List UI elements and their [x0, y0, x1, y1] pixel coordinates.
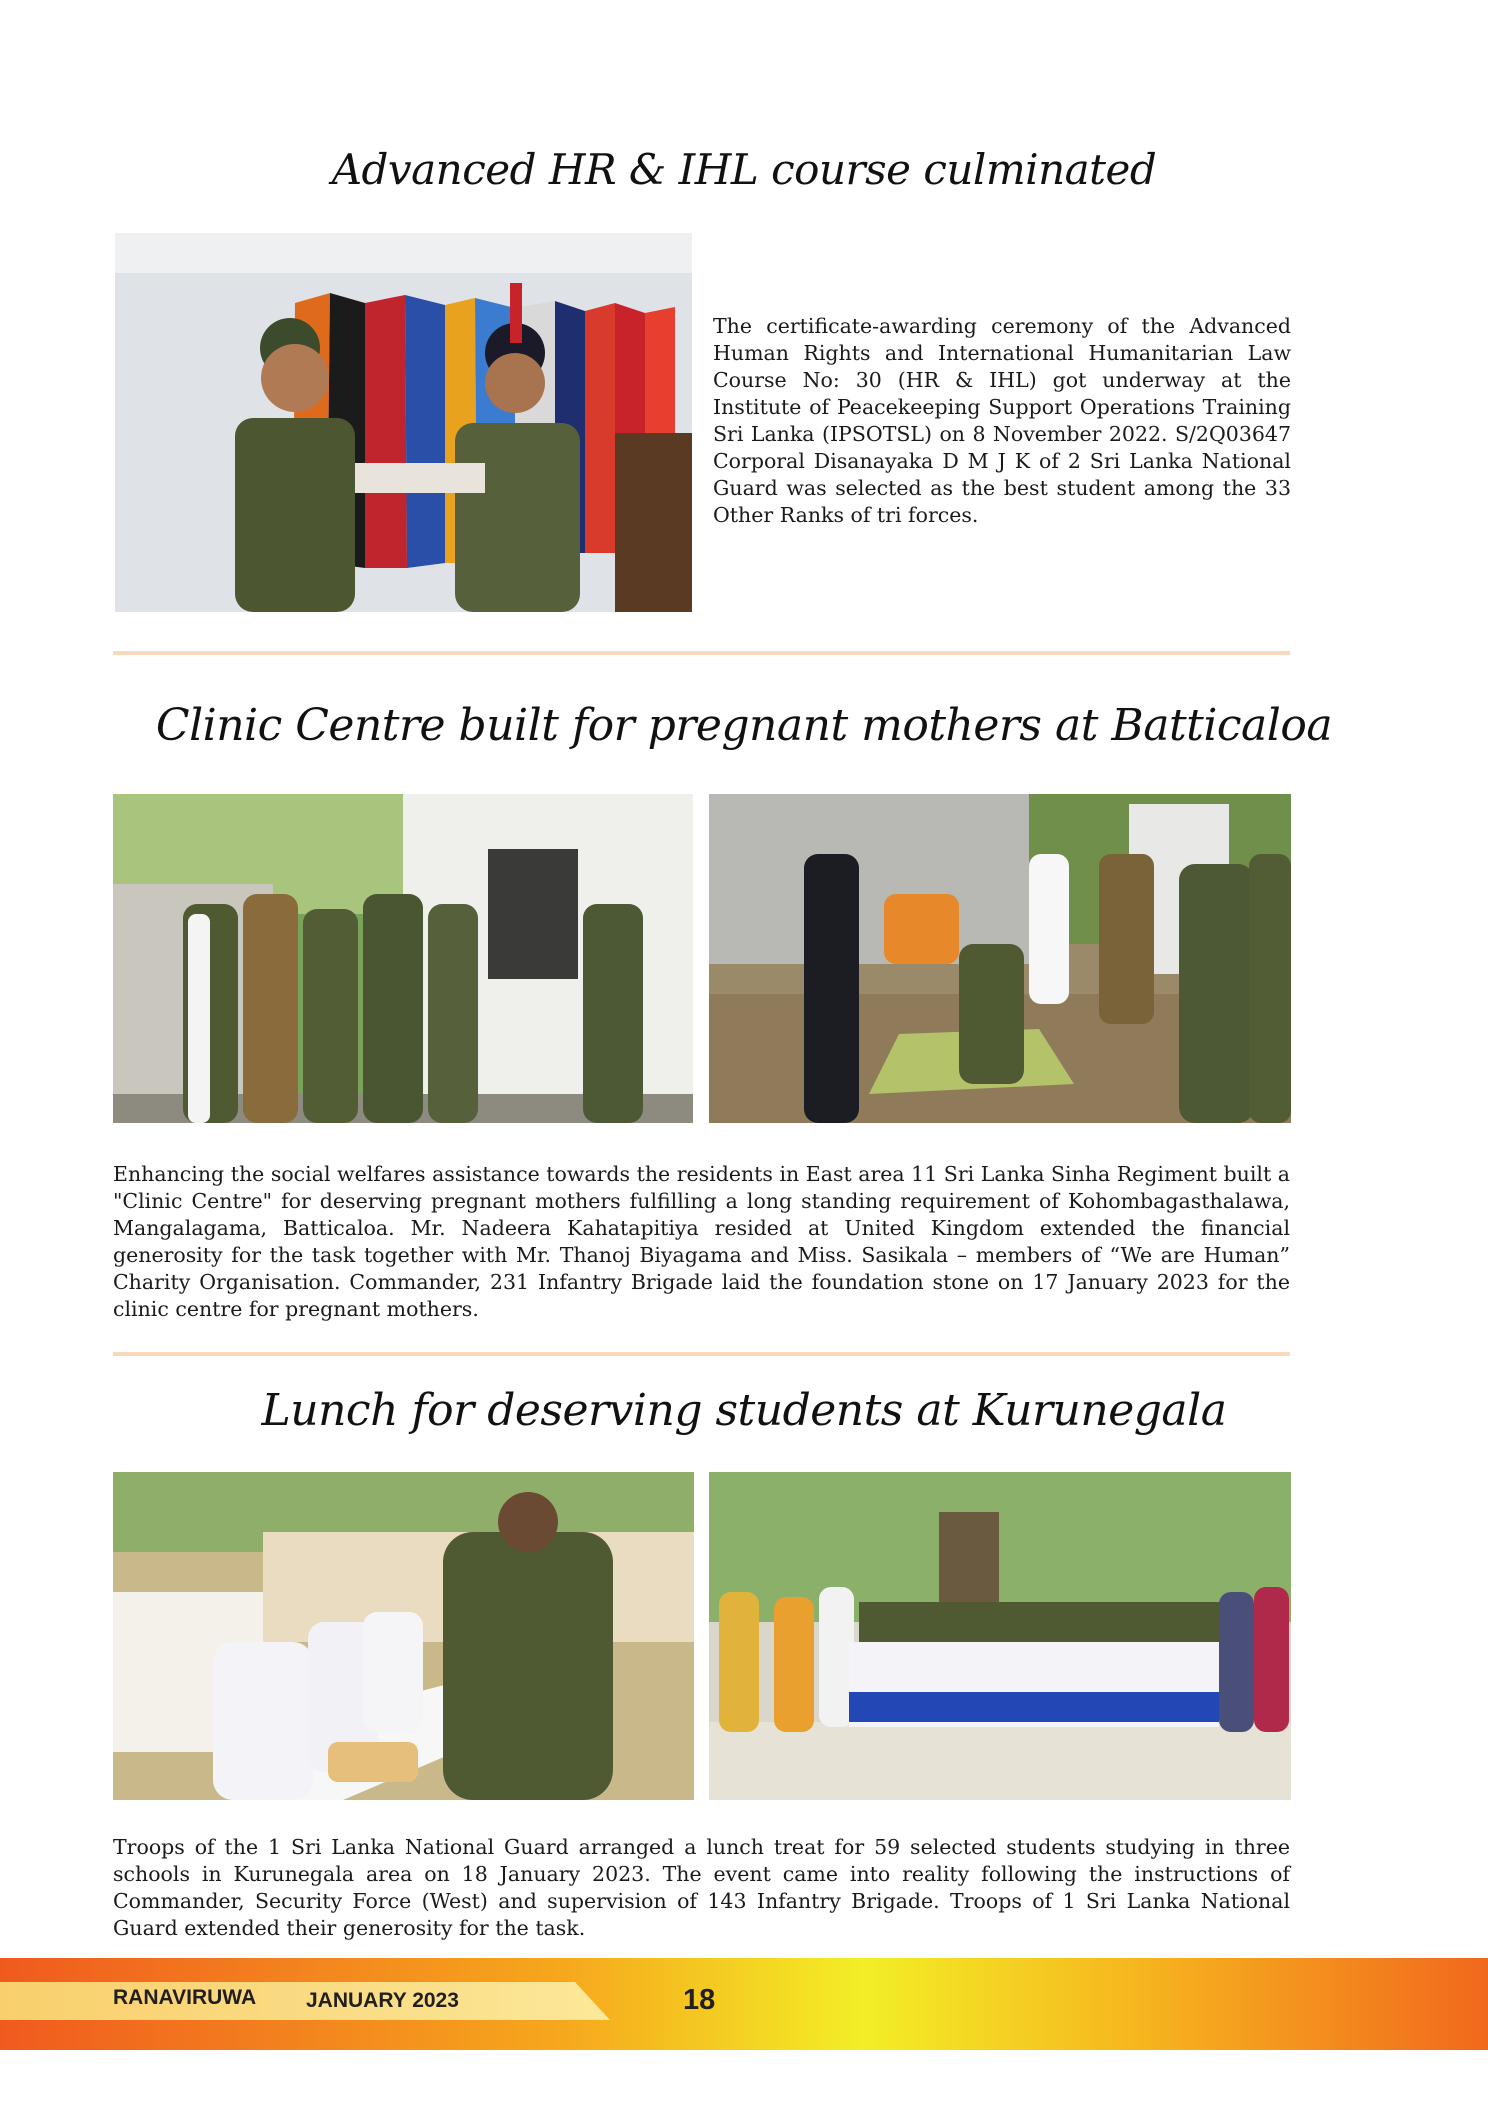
foundation-stone-photo	[709, 794, 1291, 1123]
certificate-ceremony-photo	[115, 233, 692, 612]
article-2-title: Clinic Centre built for pregnant mothers at Batticaloa	[155, 700, 1333, 751]
clinic-site-visit-photo	[113, 794, 693, 1123]
lunch-serving-photo	[113, 1472, 694, 1800]
page-number: 18	[683, 1984, 716, 2016]
footer-issue-date: JANUARY 2023	[306, 1989, 459, 2012]
article-3-title: Lunch for deserving students at Kurunegala	[261, 1385, 1227, 1436]
article-2-paragraph: Enhancing the social welfares assistance towards the residents in East area 11 Sri Lanka Sinha Regiment built a "Clinic Centre" for deserving pregnant mothers fulfilling a long standing requirement of Kohombagasthalawa, Mangalagama, Batticaloa. Mr. Nadeera Kahatapitiya resided at United Kingdom extended the financial generosity for the task together with Mr. Thanoj Biyagama and Miss. Sasikala – members of “We are Human” Charity Organisation. Commander, 231 Infantry Brigade laid the foundation stone on 17 January 2023 for the clinic centre for pregnant mothers.	[113, 1162, 1290, 1321]
section-divider-1	[113, 651, 1290, 655]
section-divider-2	[113, 1352, 1290, 1356]
footer-label-strip	[0, 1982, 610, 2020]
footer-bottom-margin	[0, 2050, 1488, 2105]
article-1-paragraph: The certificate-awarding ceremony of the Advanced Human Rights and International Humanitarian Law Course No: 30 (HR & IHL) got underway at the Institute of Peacekeeping Support Operations Training Sri Lanka (IPSOTSL) on 8 November 2022. S/2Q03647 Corporal Disanayaka D M J K of 2 Sri Lanka National Guard was selected as the best student among the 33 Other Ranks of tri forces.	[713, 314, 1291, 527]
article-1-title: Advanced HR & IHL course culminated	[331, 145, 1157, 194]
footer-magazine-name: RANAVIRUWA	[113, 1986, 257, 2009]
group-photo-students	[709, 1472, 1291, 1800]
article-3-paragraph: Troops of the 1 Sri Lanka National Guard arranged a lunch treat for 59 selected students studying in three schools in Kurunegala area on 18 January 2023. The event came into reality following the instructions of Commander, Security Force (West) and supervision of 143 Infantry Brigade. Troops of 1 Sri Lanka National Guard extended their generosity for the task.	[113, 1835, 1290, 1940]
